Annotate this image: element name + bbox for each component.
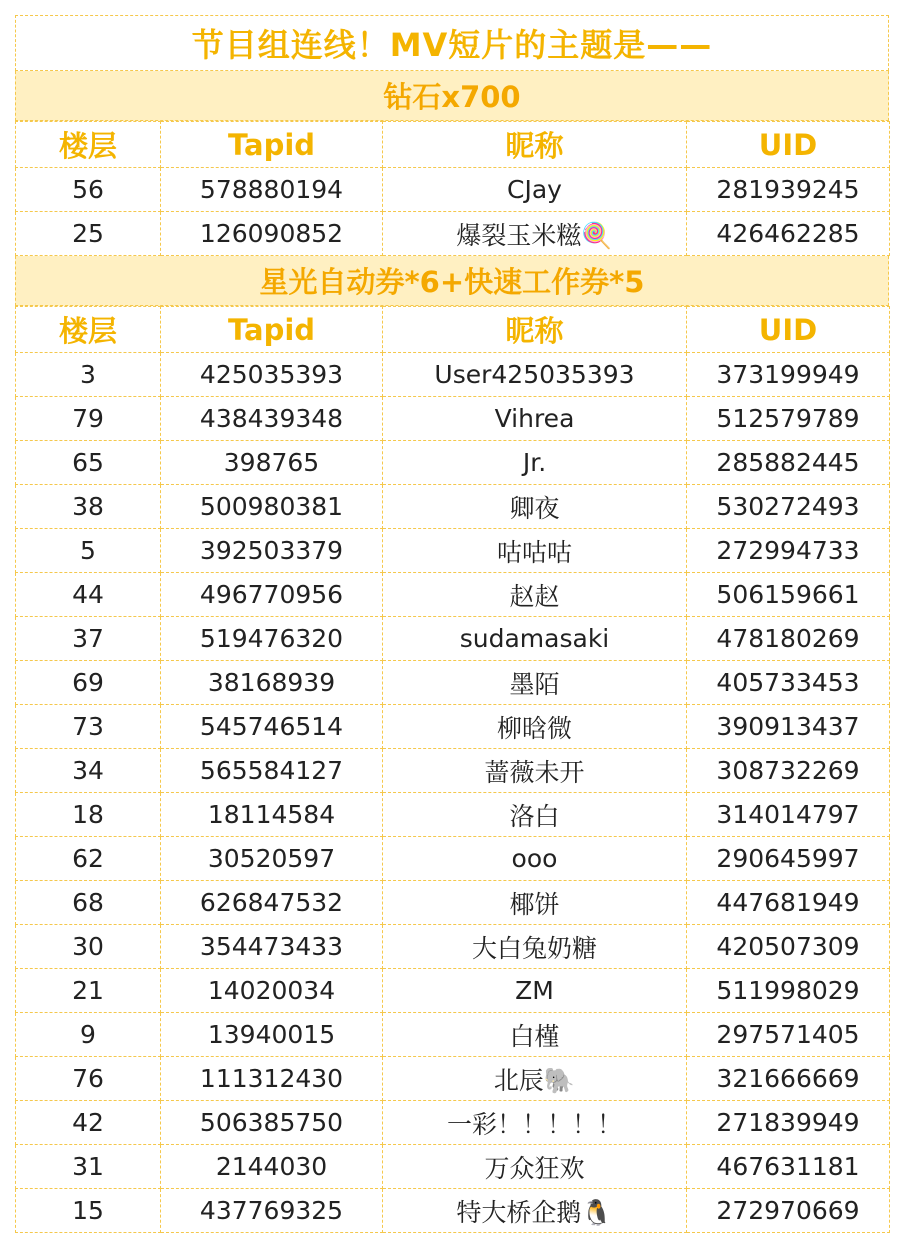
floor-cell: 34 (16, 749, 161, 793)
uid-cell: 271839949 (687, 1101, 890, 1145)
header-floor: 楼层 (16, 307, 161, 353)
table-row (16, 837, 890, 881)
table-row (16, 441, 890, 485)
tapid-cell: 496770956 (161, 573, 383, 617)
section-title: 星光自动券*6+快速工作券*5 (15, 256, 889, 306)
table-row (16, 793, 890, 837)
floor-cell: 31 (16, 1145, 161, 1189)
nickname-cell: ooo (383, 837, 687, 881)
winners-table (15, 306, 890, 1233)
tapid-cell: 111312430 (161, 1057, 383, 1101)
nickname-cell: 咕咕咕 (383, 529, 687, 573)
table-row (16, 749, 890, 793)
table-row (16, 573, 890, 617)
header-nickname: 昵称 (383, 122, 687, 168)
table-header-row (16, 122, 890, 168)
header-tapid: Tapid (161, 307, 383, 353)
nickname-cell: 洛白 (383, 793, 687, 837)
uid-cell: 420507309 (687, 925, 890, 969)
nickname-cell: 万众狂欢 (383, 1145, 687, 1189)
tapid-cell: 425035393 (161, 353, 383, 397)
floor-cell: 15 (16, 1189, 161, 1233)
sections-container (15, 71, 889, 1233)
uid-cell: 478180269 (687, 617, 890, 661)
nickname-cell: 赵赵 (383, 573, 687, 617)
table-row (16, 1189, 890, 1233)
uid-cell: 405733453 (687, 661, 890, 705)
floor-cell: 79 (16, 397, 161, 441)
floor-cell: 69 (16, 661, 161, 705)
tapid-cell: 126090852 (161, 212, 383, 256)
tapid-cell: 437769325 (161, 1189, 383, 1233)
table-row (16, 1145, 890, 1189)
table-row (16, 529, 890, 573)
nickname-cell: Vihrea (383, 397, 687, 441)
tapid-cell: 13940015 (161, 1013, 383, 1057)
nickname-cell: 白槿 (383, 1013, 687, 1057)
floor-cell: 62 (16, 837, 161, 881)
tapid-cell: 438439348 (161, 397, 383, 441)
tapid-cell: 398765 (161, 441, 383, 485)
nickname-cell: 一彩！！！！！ (383, 1101, 687, 1145)
tapid-cell: 14020034 (161, 969, 383, 1013)
table-row (16, 969, 890, 1013)
tapid-cell: 30520597 (161, 837, 383, 881)
nickname-cell: CJay (383, 168, 687, 212)
uid-cell: 285882445 (687, 441, 890, 485)
nickname-cell: 椰饼 (383, 881, 687, 925)
floor-cell: 5 (16, 529, 161, 573)
floor-cell: 68 (16, 881, 161, 925)
floor-cell: 38 (16, 485, 161, 529)
tapid-cell: 18114584 (161, 793, 383, 837)
tapid-cell: 545746514 (161, 705, 383, 749)
floor-cell: 9 (16, 1013, 161, 1057)
table-row (16, 1013, 890, 1057)
uid-cell: 390913437 (687, 705, 890, 749)
tapid-cell: 392503379 (161, 529, 383, 573)
nickname-cell: 爆裂玉米糍🍭 (383, 212, 687, 256)
uid-cell: 506159661 (687, 573, 890, 617)
table-row (16, 705, 890, 749)
nickname-cell: sudamasaki (383, 617, 687, 661)
table-row (16, 397, 890, 441)
header-uid: UID (687, 307, 890, 353)
uid-cell: 314014797 (687, 793, 890, 837)
floor-cell: 30 (16, 925, 161, 969)
tapid-cell: 500980381 (161, 485, 383, 529)
floor-cell: 42 (16, 1101, 161, 1145)
header-floor: 楼层 (16, 122, 161, 168)
uid-cell: 530272493 (687, 485, 890, 529)
sheet-title: 节目组连线！MV短片的主题是—— (15, 15, 889, 71)
prize-sheet (15, 15, 889, 1233)
tapid-cell: 354473433 (161, 925, 383, 969)
floor-cell: 21 (16, 969, 161, 1013)
uid-cell: 297571405 (687, 1013, 890, 1057)
nickname-cell: 蔷薇未开 (383, 749, 687, 793)
uid-cell: 272970669 (687, 1189, 890, 1233)
uid-cell: 272994733 (687, 529, 890, 573)
tapid-cell: 2144030 (161, 1145, 383, 1189)
uid-cell: 447681949 (687, 881, 890, 925)
nickname-cell: 特大桥企鹅🐧 (383, 1189, 687, 1233)
section-title: 钻石x700 (15, 71, 889, 121)
tapid-cell: 578880194 (161, 168, 383, 212)
uid-cell: 321666669 (687, 1057, 890, 1101)
table-row (16, 353, 890, 397)
header-uid: UID (687, 122, 890, 168)
table-row (16, 881, 890, 925)
uid-cell: 308732269 (687, 749, 890, 793)
floor-cell: 73 (16, 705, 161, 749)
nickname-cell: 大白兔奶糖 (383, 925, 687, 969)
table-row (16, 1101, 890, 1145)
nickname-cell: Jr. (383, 441, 687, 485)
table-row (16, 168, 890, 212)
uid-cell: 290645997 (687, 837, 890, 881)
header-tapid: Tapid (161, 122, 383, 168)
winners-table (15, 121, 890, 256)
table-row (16, 925, 890, 969)
table-row (16, 661, 890, 705)
floor-cell: 76 (16, 1057, 161, 1101)
uid-cell: 511998029 (687, 969, 890, 1013)
table-row (16, 1057, 890, 1101)
floor-cell: 25 (16, 212, 161, 256)
uid-cell: 467631181 (687, 1145, 890, 1189)
header-nickname: 昵称 (383, 307, 687, 353)
tapid-cell: 506385750 (161, 1101, 383, 1145)
floor-cell: 18 (16, 793, 161, 837)
table-row (16, 617, 890, 661)
uid-cell: 426462285 (687, 212, 890, 256)
tapid-cell: 565584127 (161, 749, 383, 793)
table-row (16, 212, 890, 256)
uid-cell: 512579789 (687, 397, 890, 441)
floor-cell: 65 (16, 441, 161, 485)
tapid-cell: 626847532 (161, 881, 383, 925)
uid-cell: 373199949 (687, 353, 890, 397)
floor-cell: 44 (16, 573, 161, 617)
uid-cell: 281939245 (687, 168, 890, 212)
floor-cell: 3 (16, 353, 161, 397)
nickname-cell: ZM (383, 969, 687, 1013)
nickname-cell: 柳晗微 (383, 705, 687, 749)
tapid-cell: 38168939 (161, 661, 383, 705)
table-row (16, 485, 890, 529)
floor-cell: 56 (16, 168, 161, 212)
nickname-cell: 墨陌 (383, 661, 687, 705)
tapid-cell: 519476320 (161, 617, 383, 661)
nickname-cell: 卿夜 (383, 485, 687, 529)
nickname-cell: User425035393 (383, 353, 687, 397)
nickname-cell: 北辰🐘 (383, 1057, 687, 1101)
floor-cell: 37 (16, 617, 161, 661)
table-header-row (16, 307, 890, 353)
